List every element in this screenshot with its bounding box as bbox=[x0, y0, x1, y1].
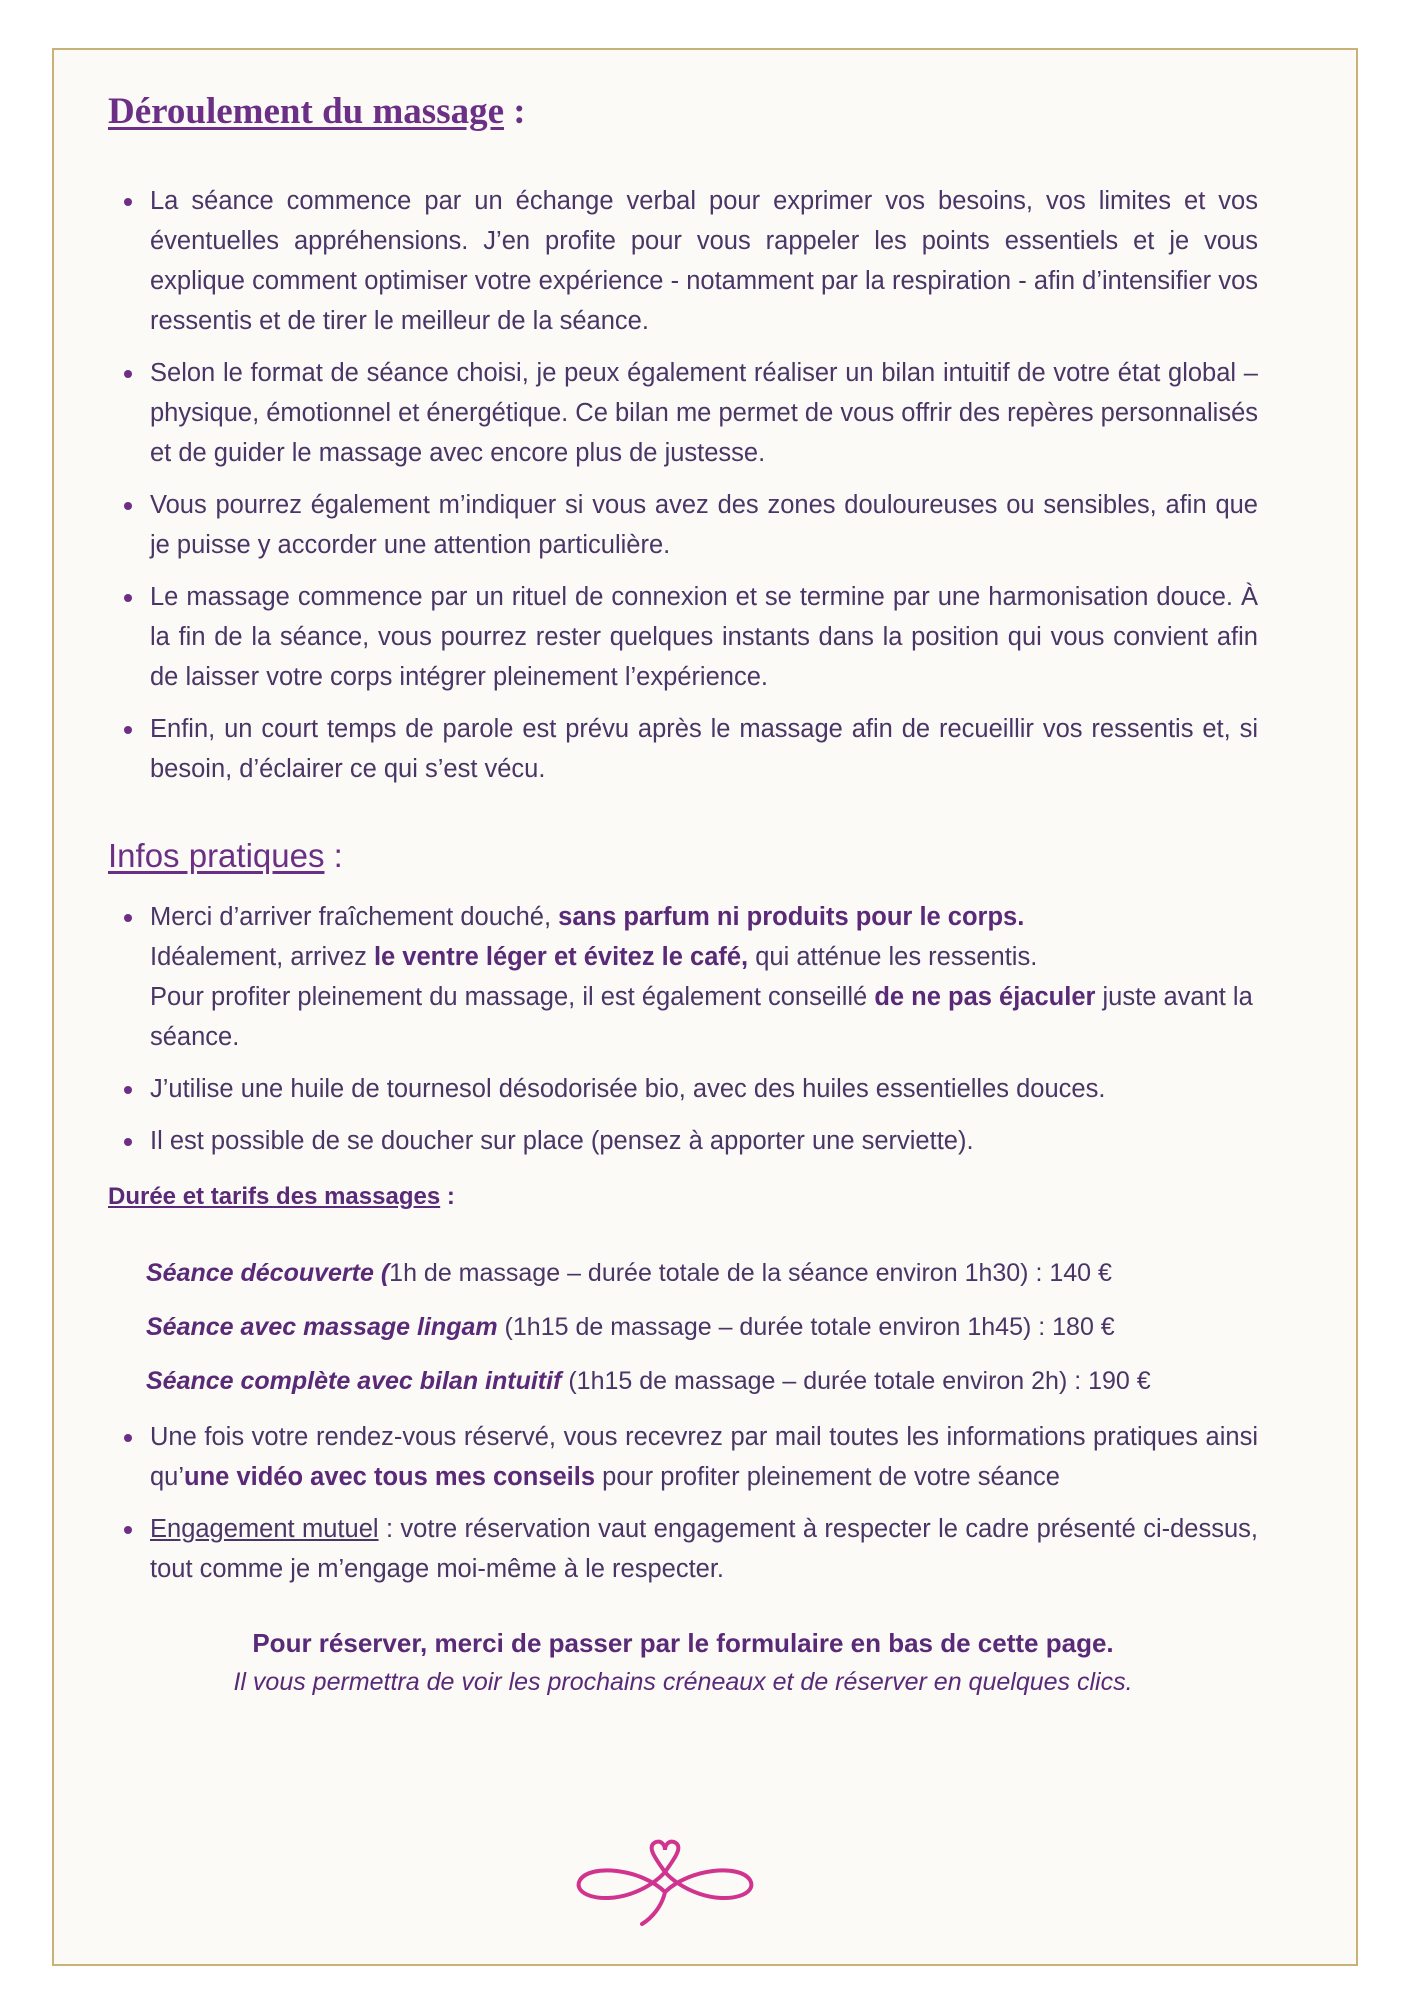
tarif-name: Séance découverte ( bbox=[146, 1259, 390, 1287]
tarif-detail: (1h15 de massage – durée totale environ 2h) : 190 € bbox=[561, 1367, 1151, 1395]
list-item: J’utilise une huile de tournesol désodorisée bio, avec des huiles essentielles douces. bbox=[108, 1069, 1258, 1109]
tarifs-title-text: Durée et tarifs des massages bbox=[108, 1183, 441, 1210]
list-item: Vous pourrez également m’indiquer si vous avez des zones douloureuses ou sensibles, afin que je puisse y accorder une attention particulière. bbox=[108, 485, 1258, 565]
cta-bold-text: Pour réserver, merci de passer par le formulaire en bas de cette page. bbox=[252, 1628, 1114, 1658]
underlined-text: Engagement mutuel bbox=[150, 1515, 379, 1543]
list-item: Selon le format de séance choisi, je peux également réaliser un bilan intuitif de votre état global – physique, émotionnel et énergétique. Ce bilan me permet de vous offrir des repères personnalisés et de guider le massage avec encore plus de justesse. bbox=[108, 353, 1258, 473]
tarif-line bbox=[146, 1309, 1258, 1345]
list-item: Enfin, un court temps de parole est prévu après le massage afin de recueillir vos ressentis et, si besoin, d’éclairer ce qui s’est vécu. bbox=[108, 709, 1258, 789]
text: Une fois votre rendez-vous réservé, vous recevrez par mail toutes les informations pratiques ainsi qu’ bbox=[150, 1423, 1258, 1491]
section-title-text: Déroulement du massage bbox=[108, 91, 505, 132]
after-list bbox=[108, 1417, 1258, 1589]
reservation-callout bbox=[108, 1623, 1258, 1701]
tarifs-title bbox=[108, 1183, 1258, 1211]
tarif-detail: 1h de massage – durée totale de la séance environ 1h30) : 140 € bbox=[389, 1259, 1112, 1287]
tarif-line bbox=[146, 1363, 1258, 1399]
text: Pour profiter pleinement du massage, il est également conseillé bbox=[150, 983, 875, 1011]
section-title-text: Infos pratiques bbox=[108, 837, 325, 874]
text: juste avant la séance. bbox=[150, 983, 1253, 1051]
emphasis: de ne pas éjaculer bbox=[874, 983, 1096, 1011]
section-title-suffix: : bbox=[504, 91, 526, 132]
list-item: La séance commence par un échange verbal pour exprimer vos besoins, vos limites et vos éventuelles appréhensions. J’en profite pour vous rappeler les points essentiels et je vous explique comment optimiser votre expérience - notamment par la respiration - afin d’intensifier vos ressentis et de tirer le meilleur de la séance. bbox=[108, 181, 1258, 341]
tarif-detail: (1h15 de massage – durée totale environ 1h45) : 180 € bbox=[497, 1313, 1115, 1341]
list-item: Il est possible de se doucher sur place (pensez à apporter une serviette). bbox=[108, 1121, 1258, 1161]
document-content bbox=[108, 90, 1258, 1701]
tarif-name: Séance complète avec bilan intuitif bbox=[146, 1367, 562, 1395]
list-item: Le massage commence par un rituel de connexion et se termine par une harmonisation douce. À la fin de la séance, vous pourrez rester quelques instants dans la position qui vous convient afin de laisser votre corps intégrer pleinement l’expérience. bbox=[108, 577, 1258, 697]
deroulement-list bbox=[108, 181, 1258, 789]
section-title-deroulement bbox=[108, 90, 1258, 133]
tarif-line bbox=[146, 1255, 1258, 1291]
cta-italic-text: Il vous permettra de voir les prochains créneaux et de réserver en quelques clics. bbox=[233, 1668, 1133, 1696]
list-item bbox=[108, 897, 1258, 1057]
text: pour profiter pleinement de votre séance bbox=[595, 1463, 1060, 1491]
text: : votre réservation vaut engagement à respecter le cadre présenté ci-dessus, tout comme je m’engage moi-même à le respecter. bbox=[150, 1515, 1258, 1583]
list-item bbox=[108, 1417, 1258, 1497]
emphasis: une vidéo avec tous mes conseils bbox=[184, 1463, 596, 1491]
infos-list bbox=[108, 897, 1258, 1161]
text: qui atténue les ressentis. bbox=[748, 943, 1038, 971]
text: Merci d’arriver fraîchement douché, bbox=[150, 903, 559, 931]
text: Idéalement, arrivez bbox=[150, 943, 374, 971]
heart-infinity-icon bbox=[570, 1838, 760, 1928]
tarifs-title-suffix: : bbox=[440, 1183, 455, 1210]
emphasis: le ventre léger et évitez le café, bbox=[373, 943, 749, 971]
tarif-name: Séance avec massage lingam bbox=[146, 1313, 498, 1341]
emphasis: sans parfum ni produits pour le corps. bbox=[558, 903, 1025, 931]
list-item bbox=[108, 1509, 1258, 1589]
section-title-suffix: : bbox=[324, 837, 343, 874]
section-title-infos bbox=[108, 837, 1258, 875]
